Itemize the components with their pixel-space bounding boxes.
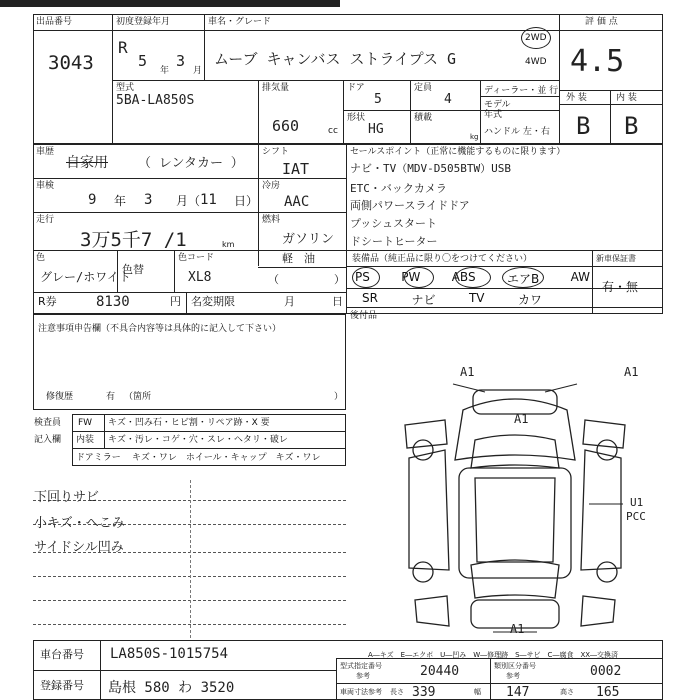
entry-label: 記入欄 [34,435,62,445]
shift-value: IAT [282,160,310,178]
insp-row3-items: キズ・ワレ ホイール・キャップ キズ・ワレ [132,453,321,463]
chassis-no-value: LA850S-1015754 [110,646,229,662]
reg-month: 3 [176,52,186,70]
capacity-value: 4 [444,92,452,107]
displacement-value: 660 [272,117,300,135]
sp-line-5: ドシートヒーター [350,235,438,248]
interior-label: 内 装 [616,93,637,103]
color-code-label: 色コード [178,253,215,263]
light-oil-label: 軽 油 [282,252,315,265]
insp-day-char: 日） [234,194,259,208]
diagram-a1-rear: A1 [510,622,525,636]
dealer-label: ディーラー・並 行 [484,86,559,96]
equip-leather: カワ [517,293,542,307]
insp-day: 11 [200,192,217,208]
type-cert-value: 20440 [420,664,460,679]
width-label: 幅 [474,688,481,696]
abs-circle [455,267,491,288]
equip-aw: AW [570,270,590,284]
cooling-label: 冷房 [262,181,281,191]
repair-loc: （箇所 [124,392,152,402]
car-name-value: ムーブ キャンバス ストライプス G [214,50,457,68]
repair-history-label: 修復歴 [46,392,74,402]
equip-abs: ABS [451,270,476,284]
height-value: 165 [596,685,620,700]
year-char: 年 [160,66,170,76]
equip-sr: SR [362,291,378,305]
color-code-value: XL8 [188,270,212,285]
displacement-label: 排気量 [262,83,290,93]
insp-year-char: 年 [114,194,127,208]
car-grade-label: 車名・グレード [208,17,272,27]
fuel-value: ガソリン [282,232,335,247]
notes-label: 注意事項申告欄（不具合内容等は具体的に記入して下さい） [38,324,282,334]
height-label: 高さ [560,688,574,696]
ps-circle [352,267,380,288]
cooling-value: AAC [284,194,310,210]
category-no-label: 類別区分番号 [494,662,536,670]
sp-line-1: ナビ・TV（MDV-D505BTW）USB [350,162,511,175]
sp-line-4: プッシュスタート [350,217,438,230]
category-no-value: 0002 [590,664,622,679]
equip-pw: PW [401,270,421,284]
type-cert-label: 型式指定番号 [340,662,382,670]
doors-label: ドア [347,83,365,93]
exterior-grade: B [576,112,591,140]
warranty-label: 新車保証書 [596,254,636,263]
color-change-label: 色替 [122,263,144,276]
chassis-no-label: 車台番号 [40,648,84,661]
overall-score: 4.5 [570,44,625,79]
note-line-2: 小キズ・へこみ [34,516,125,531]
inspector-label: 検査員 [34,418,62,428]
sp-line-2: ETC・バックカメラ [350,182,447,195]
damage-legend: A―キズ E―エクボ U―凹み W―修理跡 S―サビ C―腐食 XX―交換済 [368,651,619,659]
stock-no-value: 3043 [48,52,94,74]
diagram-a1-top-right: A1 [624,365,639,379]
equip-ps: PS [355,270,370,284]
note-line-3: サイドシル凹み [34,540,124,555]
airbag-circle [502,267,544,288]
shift-label: シフト [262,147,290,157]
repair-close: ） [334,392,344,402]
vehicle-label: 車歴 [36,147,55,157]
equip-tv: TV [468,291,485,305]
insp-year: 9 [88,192,97,208]
light-oil-paren: （ ） [268,273,345,286]
length-value: 339 [412,685,436,700]
equipment-row-2 [362,291,542,308]
insp-row2-a: 内装 [76,435,95,445]
insp-row1-a: FW [78,418,93,428]
mileage-label: 走行 [36,215,55,225]
load-label: 積載 [414,113,433,123]
insp-row2-items: キズ・汚レ・コゲ・穴・スレ・ヘタリ・破レ [108,435,288,445]
first-reg-label: 初度登録年月 [116,17,171,27]
diagram-u1: U1 [630,496,644,509]
insp-row1-items: キズ・凹み石・ヒビ割・リペア跡・X 要 [108,418,270,428]
interior-grade: B [624,112,639,140]
insp-row3-a: ドアミラー [76,453,121,463]
drive-4wd: 4WD [525,57,547,67]
yen-label: 円 [170,295,181,308]
mileage-value: 3万5千7 /1 [80,229,187,251]
doors-value: 5 [374,92,382,107]
reg-year: 5 [138,52,148,70]
top-section [33,14,663,144]
dims-label: 車両寸法参考 [340,688,382,696]
kg-label: kg [470,133,479,141]
diagram-a1-top-left: A1 [460,365,475,379]
history-rental: （ レンタカー ） [138,156,244,171]
inspection-label: 車検 [36,181,55,191]
reg-expiry-label: 名変期限 [191,295,235,308]
selling-points-label: セールスポイント（正常に機能するものに限ります） [350,147,566,157]
width-value: 147 [506,685,530,700]
warranty-value: 有・無 [602,280,639,294]
pw-circle [404,267,434,288]
color-value: グレー/ホワイト [40,270,131,284]
model-code-value: 5BA-LA850S [116,93,195,108]
reg-no-value: 島根 580 わ 3520 [108,680,235,696]
repair-has: 有 [106,392,116,402]
length-label: 長さ [390,688,404,696]
shape-value: HG [368,122,384,137]
model-label: 型式 [116,83,135,93]
diagram-pcc: PCC [626,510,646,523]
year-label: 年式 [484,110,503,120]
equip-airbag: エアB [506,272,540,286]
note-line-1: 下回りサビ [34,490,100,505]
rating-label: 評 価 点 [585,17,618,27]
insp-month: 3 [144,192,153,208]
sp-line-3: 両側パワースライドドア [350,199,470,212]
color-label: 色 [36,253,46,263]
drive-2wd: 2WD [525,33,547,43]
header-bar [0,0,340,7]
fuel-label: 燃料 [262,215,281,225]
shape-label: 形状 [347,113,366,123]
type-cert-ref: 参考 [356,672,370,680]
cc-label: cc [328,126,338,136]
recycle-label: R券 [38,295,57,308]
category-no-ref: 参考 [506,672,520,680]
diagram-a1-hood: A1 [514,412,529,426]
insp-month-char: 月（ [176,194,201,208]
km-label: km [222,240,235,249]
day-label: 日 [332,295,343,308]
month-label: 月 [284,295,295,308]
model-year-label: モデル [484,100,511,110]
exterior-label: 外 装 [566,93,587,103]
stock-no-label: 出品番号 [36,17,73,27]
reg-era: R [118,38,128,57]
reg-no-label: 登録番号 [40,679,84,692]
equipment-label: 装備品（純正品に限り〇をつけてください） [352,254,533,264]
equip-navi: ナビ [411,293,436,307]
history-value: 自家用 [66,155,108,171]
after-parts-label: 後付品 [350,311,378,321]
month-char: 月 [193,66,203,76]
recycle-value: 8130 [96,294,130,310]
capacity-label: 定員 [414,83,433,93]
handle-label: ハンドル 左・右 [484,127,550,137]
